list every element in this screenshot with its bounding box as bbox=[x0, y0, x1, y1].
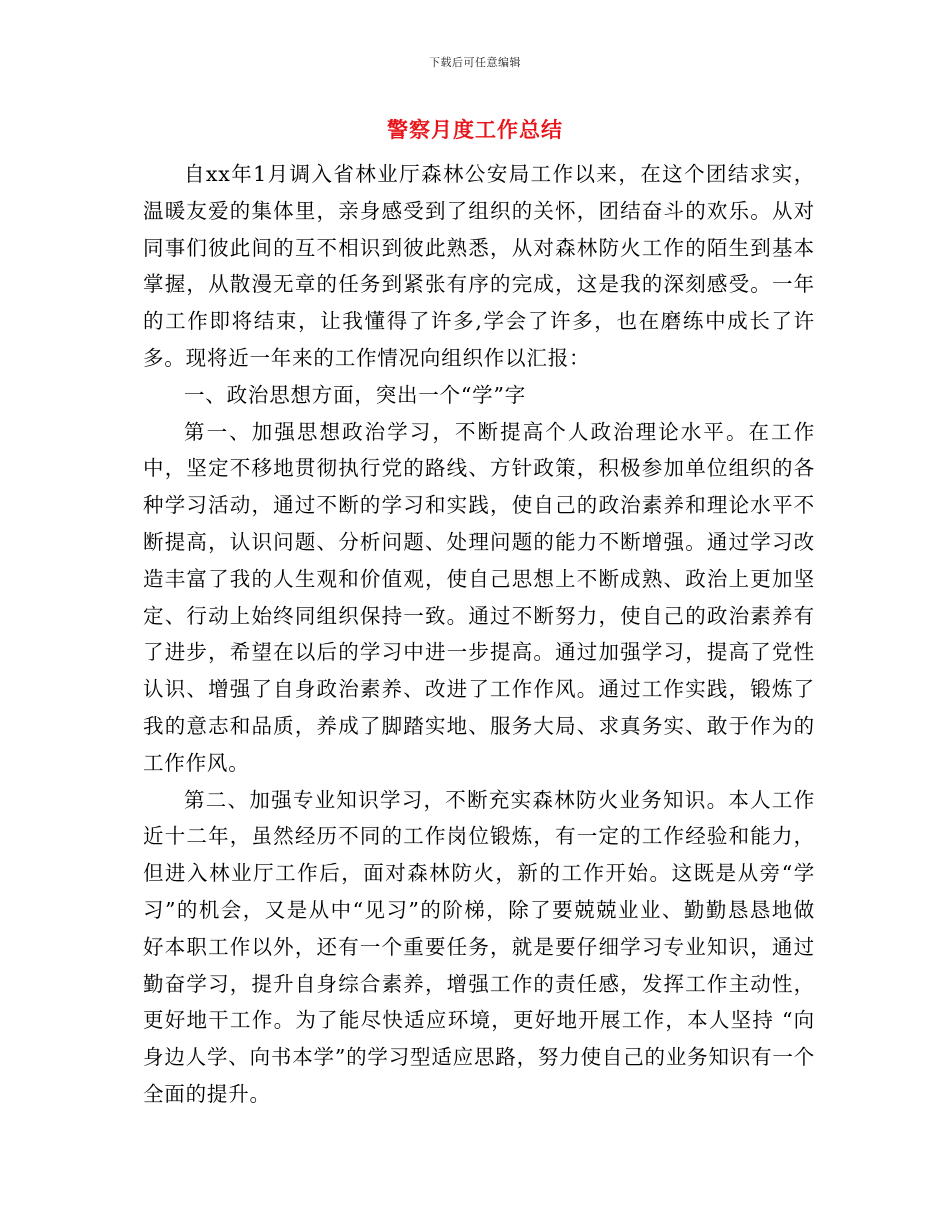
section-heading: 一、政治思想方面，突出一个“学”字 bbox=[184, 382, 527, 407]
document-title: 警察月度工作总结 bbox=[387, 118, 563, 142]
header-note: 下载后可任意编辑 bbox=[429, 56, 521, 69]
paragraph-second: 第二、加强专业知识学习，不断充实森林防火业务知识。本人工作近十二年，虽然经历不同的工作岗位锻炼，有一定的工作经验和能力，但进入林业厅工作后，面对森林防火，新的工作开始。这既是从旁“学习”的机会，又是从中“见习”的阶梯，除了要兢兢业业、勤勤恳恳地做好本职工作以外，还有一个重要任务，就是要仔细学习专业知识，通过勤奋学习，提升自身综合素养，增强工作的责任感，发挥工作主动性，更好地干工作。为了能尽快适应环境，更好地开展工作，本人坚持 “向身边人学、向书本学”的学习型适应思路，努力使自己的业务知识有一个全面的提升。 bbox=[143, 787, 815, 1106]
paragraph-first: 第一、加强思想政治学习，不断提高个人政治理论水平。在工作中，坚定不移地贯彻执行党的路线、方针政策，积极参加单位组织的各种学习活动，通过不断的学习和实践，使自己的政治素养和理论水平不断提高，认识问题、分析问题、处理问题的能力不断增强。通过学习改造丰富了我的人生观和价值观，使自己思想上不断成熟、政治上更加坚定、行动上始终同组织保持一致。通过不断努力，使自己的政治素养有了进步，希望在以后的学习中进一步提高。通过加强学习，提高了党性认识、增强了自身政治素养、改进了工作作风。通过工作实践，锻炼了我的意志和品质，养成了脚踏实地、服务大局、求真务实、敢于作为的工作作风。 bbox=[143, 419, 815, 775]
document-body bbox=[143, 156, 815, 1113]
paragraph-intro: 自xx年1月调入省林业厅森林公安局工作以来，在这个团结求实，温暖友爱的集体里，亲身感受到了组织的关怀，团结奋斗的欢乐。从对同事们彼此间的互不相识到彼此熟悉，从对森林防火工作的陌生到基本掌握，从散漫无章的任务到紧张有序的完成，这是我的深刻感受。一年的工作即将结束，让我懂得了许多,学会了许多，也在磨练中成长了许多。现将近一年来的工作情况向组织作以汇报： bbox=[143, 162, 815, 370]
